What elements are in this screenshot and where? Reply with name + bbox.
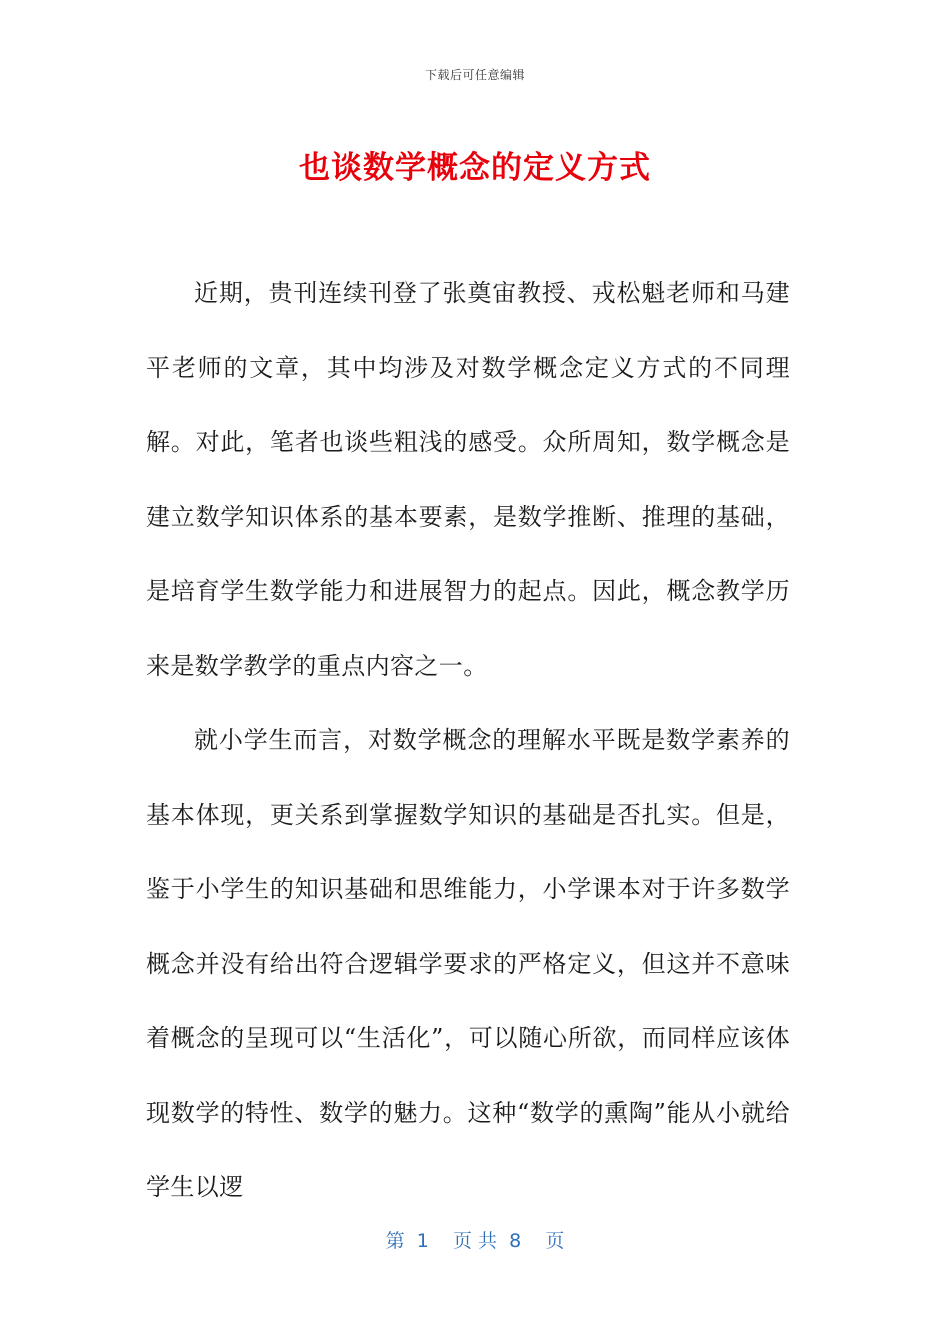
document-title: 也谈数学概念的定义方式 [299, 150, 651, 186]
paragraph-2: 就小学生而言，对数学概念的理解水平既是数学素养的基本体现，更关系到掌握数学知识的基础是否扎实。但是，鉴于小学生的知识基础和思维能力，小学课本对于许多数学概念并没有给出符合逻辑学要求的严格定义，但这并不意味着概念的呈现可以“生活化”，可以随心所欲，而同样应该体现数学的特性、数学的魅力。这种“数学的熏陶”能从小就给学生以逻 [146, 726, 790, 1201]
paragraph-1: 近期，贵刊连续刊登了张奠宙教授、戎松魁老师和马建平老师的文章，其中均涉及对数学概念定义方式的不同理解。对此，笔者也谈些粗浅的感受。众所周知，数学概念是建立数学知识体系的基本要素，是数学推断、推理的基础，是培育学生数学能力和进展智力的起点。因此，概念教学历来是数学教学的重点内容之一。 [146, 279, 790, 680]
document-body [146, 256, 790, 1225]
page-number-footer: 第 1 页 共 8 页 [385, 1230, 565, 1252]
header-note: 下载后可任意编辑 [424, 68, 525, 82]
